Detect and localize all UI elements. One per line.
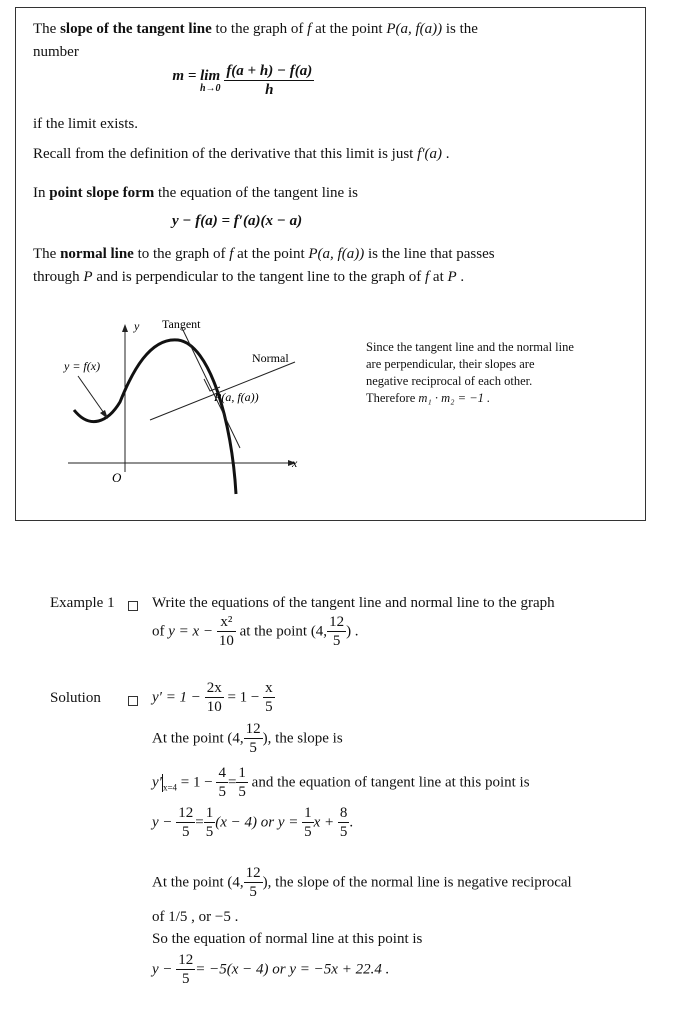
limit-exists-text: if the limit exists. bbox=[33, 116, 138, 132]
normal-equation-line: y − $\frac{12}{5}$ = −5(x − 4) or y = −5x + 22.4 . bbox=[152, 952, 390, 987]
side-note-line3: negative reciprocal of each other. bbox=[366, 374, 533, 388]
normal-definition-line1: The normal line to the graph of f at the point P(a, f(a)) is the line that passes bbox=[33, 246, 495, 262]
side-note bbox=[366, 339, 574, 407]
y-axis-arrow bbox=[122, 324, 128, 332]
example-bullet bbox=[128, 599, 138, 616]
side-note-line2: are perpendicular, their slopes are bbox=[366, 357, 535, 371]
side-note-line4: Therefore m₁ · m₂ = −1 . bbox=[366, 391, 491, 405]
origin-label: O bbox=[112, 470, 122, 485]
slope-definition-line1: The slope of the tangent line to the graph of f at the point P(a, f(a)) is the bbox=[33, 21, 478, 37]
y-axis-label: y bbox=[134, 319, 140, 333]
curve-label: y = f(x) bbox=[64, 359, 101, 373]
x-axis-label: x bbox=[292, 456, 298, 470]
tangent-equation-line: y − $\frac{12}{5}$ = $\frac{1}{5}$ (x − 4) or y = $\frac{1}{5}$ x + $\frac{8}{5}$ . bbox=[152, 805, 354, 840]
point-slope-equation: y − f(a) = f′(a)(x − a) bbox=[172, 213, 303, 229]
tangent-label: Tangent bbox=[162, 317, 201, 331]
normal-label: Normal bbox=[252, 351, 289, 365]
recall-text: Recall from the definition of the derivative that this limit is just f′(a) . bbox=[33, 146, 450, 162]
side-note-line1: Since the tangent line and the normal line bbox=[366, 340, 574, 354]
example-label: Example 1 bbox=[50, 595, 115, 611]
slope-at-point-line: At the point (4, $\frac{12}{5}$ ), the slope is bbox=[152, 721, 343, 756]
point-slope-text: In point slope form the equation of the tangent line is bbox=[33, 185, 358, 201]
normal-intro-line: So the equation of normal line at this point is bbox=[152, 931, 423, 947]
tangent-normal-figure bbox=[60, 312, 350, 497]
curve-pointer bbox=[78, 376, 106, 416]
limit-formula: m = lim h→0 $\frac{f(a + h) - f(a)}{h}$ bbox=[172, 63, 313, 98]
reciprocal-line: of 1/5 , or −5 . bbox=[152, 909, 239, 925]
normal-slope-line: At the point (4, $\frac{12}{5}$ ), the slope of the normal line is negative reciprocal bbox=[152, 865, 572, 900]
solution-bullet bbox=[128, 694, 138, 711]
slope-value-line: $y'_{x=4} = 1$ − $\frac{4}{5}$ = $\frac{1}{5}$ and the equation of tangent line at this point is bbox=[152, 765, 530, 800]
normal-definition-line2: through P and is perpendicular to the tangent line to the graph of f at P . bbox=[33, 269, 465, 285]
example-text: Write the equations of the tangent line and normal line to the graph bbox=[152, 595, 555, 611]
point-label: P(a, f(a)) bbox=[214, 390, 259, 404]
slope-definition-line2: number bbox=[33, 44, 79, 60]
example-function: of y = x − $\frac{\text{x²}}{10}$ at the point (4, $\frac{12}{5}$ ) . bbox=[152, 614, 359, 649]
solution-label: Solution bbox=[50, 690, 101, 706]
derivative-line: y′ = 1 − $\frac{2x}{10}$ = 1 − $\frac{x}{5}$ bbox=[152, 680, 273, 715]
